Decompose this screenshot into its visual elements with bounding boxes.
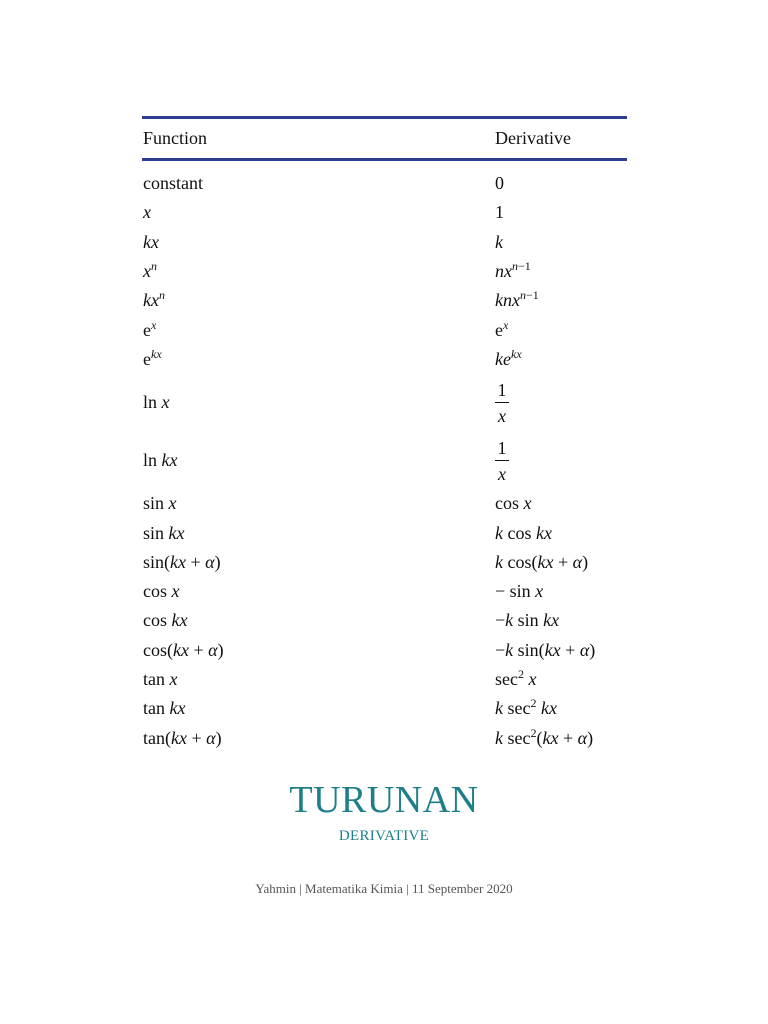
table-row [142, 548, 627, 577]
derivative-cell: 0 [495, 173, 504, 194]
table-row [142, 432, 627, 490]
derivative-cell: knx$^{n-1}$ [495, 288, 539, 311]
function-cell: x [143, 202, 151, 223]
derivative-cell: −k sin(kx + α) [495, 639, 596, 660]
derivative-cell: $\frac{1}{x}$ [495, 438, 627, 483]
table-row [142, 198, 627, 227]
derivative-cell: k cos(kx + α) [495, 551, 589, 572]
derivative-cell: k $\sec^2(kx + \alpha)$ [495, 725, 594, 748]
derivative-cell: $\frac{1}{x}$ [495, 380, 627, 425]
table-row [142, 345, 627, 374]
function-cell: tan kx [143, 698, 186, 719]
function-cell: cos(kx + α) [143, 639, 224, 660]
derivative-cell: cos x [495, 493, 532, 514]
table-row [142, 665, 627, 694]
function-cell: $kx^n$ [143, 288, 165, 311]
derivative-cell: − sin x [495, 581, 544, 602]
table-row [142, 315, 627, 344]
derivative-cell: −k sin kx [495, 610, 560, 631]
function-cell: tan x [143, 669, 178, 689]
function-cell: sin x [143, 493, 177, 514]
derivative-cell: $\sec^2 x$ [495, 667, 537, 689]
header-derivative: Derivative [495, 128, 571, 148]
function-cell: constant [143, 173, 203, 194]
table-row [142, 228, 627, 257]
derivative-cell: $e^x$ [495, 317, 509, 340]
derivative-table [142, 116, 627, 753]
header-function: Function [143, 128, 208, 148]
function-cell: ln kx [143, 449, 178, 470]
function-cell: cos x [143, 581, 180, 602]
function-cell: $x^n$ [143, 259, 157, 282]
table-row [142, 286, 627, 315]
table-body [142, 161, 627, 753]
table-row [142, 606, 627, 635]
table-row [142, 169, 627, 198]
derivative-cell: 1 [495, 202, 504, 223]
function-cell: $e^{kx}$ [143, 346, 162, 369]
derivative-cell: k cos kx [495, 522, 552, 543]
derivative-cell: $nx^{n-1}$ [495, 259, 531, 282]
table-row [142, 694, 627, 723]
derivative-cell: k $\sec^2$ kx [495, 696, 557, 719]
footer-credit: Yahmin | Matematika Kimia | 11 September 2020 [255, 881, 513, 896]
function-cell: $e^x$ [143, 317, 157, 340]
table-header [142, 119, 627, 158]
function-cell: ln x [143, 392, 170, 413]
page-subtitle: DERIVATIVE [338, 828, 430, 844]
function-cell: kx [143, 231, 159, 252]
table-row [142, 257, 627, 286]
derivative-cell: k [495, 231, 503, 252]
derivative-cell: $ke^{kx}$ [495, 346, 522, 369]
page-title: TURUNAN [289, 779, 479, 821]
table-row [142, 374, 627, 432]
function-cell: cos kx [143, 610, 188, 631]
function-cell: sin(kx + α) [143, 551, 221, 572]
function-cell: tan(kx + α) [143, 727, 222, 748]
table-row [142, 489, 627, 518]
table-row [142, 518, 627, 547]
function-cell: sin kx [143, 522, 185, 543]
table-row [142, 577, 627, 606]
table-row [142, 636, 627, 665]
table-row [142, 723, 627, 752]
